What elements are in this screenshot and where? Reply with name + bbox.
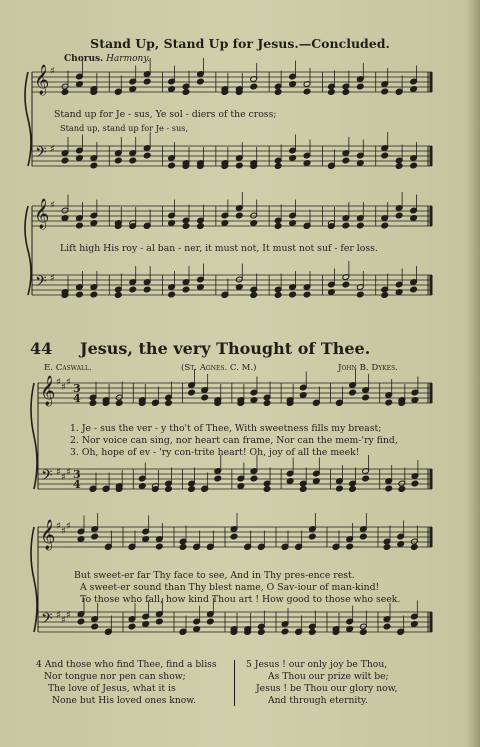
system1-lyric-line: Stand up for Je - sus, Ye sol - diers of the cross; — [54, 109, 277, 120]
note-head — [263, 486, 271, 493]
note-head — [230, 533, 238, 540]
note-head — [207, 544, 215, 551]
key-sharp: ♯ — [61, 382, 66, 393]
note-head — [179, 629, 187, 636]
key-sharp: ♯ — [56, 521, 61, 532]
note-head — [90, 291, 98, 298]
note-head — [332, 544, 340, 551]
note-head — [395, 212, 403, 219]
note-head — [274, 163, 282, 170]
note-head — [156, 543, 164, 550]
note-head — [274, 223, 282, 230]
note-head — [76, 291, 84, 298]
note-head — [221, 292, 229, 299]
verse-5-block — [246, 659, 397, 707]
verse-5-line: As Thou our prize wilt be; — [268, 671, 389, 682]
key-sharp: ♯ — [66, 377, 71, 388]
note-head — [313, 400, 321, 407]
note-head — [309, 533, 317, 540]
note-head — [381, 222, 389, 229]
verse-5-line: 5 Jesus ! our only joy be Thou, — [246, 659, 388, 670]
system3-verse1: 1. Je - sus the ver - y tho't of Thee, With sweetness fills my breast; — [70, 423, 382, 434]
chorus-word: Chorus. — [64, 54, 104, 64]
key-sharp: ♯ — [61, 472, 66, 483]
note-head — [346, 543, 354, 550]
bass-clef: 𝄢 — [41, 610, 53, 631]
key-sharp: ♯ — [66, 610, 71, 621]
note-head — [385, 485, 393, 492]
verse-divider — [234, 660, 235, 706]
note-head — [90, 162, 98, 169]
note-head — [105, 629, 113, 636]
note-head — [114, 89, 122, 96]
verse-5-line: And through eternity. — [268, 695, 368, 706]
note-head — [143, 286, 151, 293]
note-head — [105, 544, 113, 551]
note-head — [398, 486, 406, 493]
system3-verse2: 2. Nor voice can sing, nor heart can frame, Nor can the mem-'ry find, — [70, 435, 398, 446]
note-head — [201, 486, 209, 493]
note-head — [342, 157, 350, 164]
verse-4-line: None but His loved ones know. — [52, 695, 196, 706]
note-head — [114, 157, 122, 164]
note-head — [395, 163, 403, 170]
note-head — [381, 88, 389, 95]
note-head — [397, 629, 405, 636]
note-head — [244, 544, 252, 551]
time-signature-bottom: 4 — [73, 478, 81, 491]
note-head — [89, 400, 97, 407]
note-head — [383, 623, 391, 630]
note-head — [258, 544, 266, 551]
note-head — [410, 162, 418, 169]
bass-clef: 𝄢 — [41, 467, 53, 488]
system-brace — [31, 527, 37, 632]
note-head — [235, 212, 243, 219]
composer-credit: John B. Dykes. — [338, 363, 398, 373]
system4-verse2: A sweet-er sound than Thy blest name, O Sav-iour of man-kind! — [80, 582, 380, 593]
note-head — [156, 618, 164, 625]
note-head — [182, 89, 190, 96]
bass-clef: 𝄢 — [35, 144, 47, 165]
system-brace — [25, 206, 31, 295]
verse-5-line: Jesus ! be Thou our glory now, — [256, 683, 398, 694]
note-head — [89, 486, 97, 493]
key-sharp: ♯ — [50, 200, 55, 211]
tune-name: (St. Agnes. C. M.) — [181, 363, 257, 373]
note-head — [349, 486, 357, 493]
system-brace — [25, 72, 31, 166]
note-head — [258, 629, 266, 636]
treble-clef: 𝄞 — [34, 65, 50, 95]
note-head — [182, 286, 190, 293]
note-head — [129, 157, 137, 164]
system3-verse3: 3. Oh, hope of ev - 'ry con-trite heart! Oh, joy of all the meek! — [70, 447, 360, 458]
key-sharp: ♯ — [61, 526, 66, 537]
note-head — [356, 291, 364, 298]
note-head — [410, 286, 418, 293]
note-head — [342, 281, 350, 288]
note-head — [193, 544, 201, 551]
note-head — [61, 157, 69, 164]
note-head — [129, 286, 137, 293]
note-head — [250, 83, 258, 90]
note-head — [197, 78, 205, 85]
note-head — [381, 292, 389, 299]
note-head — [342, 222, 350, 229]
time-signature-top: 3 — [73, 382, 81, 395]
system4-verse1: But sweet-er far Thy face to see, And in Thy pres-ence rest. — [74, 570, 355, 581]
continued-hymn-title: Stand Up, Stand Up for Jesus.—Concluded. — [90, 36, 390, 51]
time-signature-bottom: 4 — [73, 392, 81, 405]
note-head — [128, 544, 136, 551]
note-head — [362, 394, 370, 401]
chorus-label — [64, 54, 150, 64]
note-head — [411, 544, 419, 551]
note-head — [168, 162, 176, 169]
note-head — [362, 475, 370, 482]
note-head — [385, 399, 393, 406]
note-head — [91, 533, 99, 540]
key-sharp: ♯ — [66, 467, 71, 478]
note-head — [356, 83, 364, 90]
note-head — [289, 291, 297, 298]
note-head — [295, 629, 303, 636]
note-head — [395, 89, 403, 96]
note-head — [303, 223, 311, 230]
verse-4-block — [36, 659, 217, 707]
note-head — [356, 222, 364, 229]
note-head — [250, 475, 258, 482]
key-sharp: ♯ — [50, 144, 55, 155]
note-head — [281, 544, 289, 551]
harmony-note: Harmony. — [106, 54, 151, 64]
note-head — [179, 544, 187, 551]
key-sharp: ♯ — [50, 273, 55, 284]
note-head — [235, 162, 243, 169]
key-sharp: ♯ — [56, 467, 61, 478]
note-head — [182, 223, 190, 230]
note-head — [188, 486, 196, 493]
note-head — [342, 89, 350, 96]
note-head — [328, 163, 336, 170]
note-head — [214, 475, 222, 482]
note-head — [114, 292, 122, 299]
note-head — [188, 389, 196, 396]
note-head — [165, 486, 173, 493]
note-head — [143, 78, 151, 85]
verse-4-line: 4 And those who find Thee, find a bliss — [36, 659, 217, 670]
verse-4-line: The love of Jesus, what it is — [48, 683, 176, 694]
time-signature-top: 3 — [73, 468, 81, 481]
author-credit: E. Caswall. — [44, 363, 92, 373]
note-head — [76, 222, 84, 229]
system1-lyric-line-echo: Stand up, stand up for Je - sus, — [60, 123, 189, 133]
treble-clef: 𝄞 — [40, 520, 56, 550]
note-head — [201, 394, 209, 401]
note-head — [383, 544, 391, 551]
note-head — [143, 152, 151, 159]
note-head — [165, 400, 173, 407]
note-head — [381, 152, 389, 159]
note-head — [128, 623, 136, 630]
note-head — [207, 618, 215, 625]
note-head — [295, 544, 303, 551]
note-head — [309, 629, 317, 636]
note-head — [349, 389, 357, 396]
note-head — [250, 292, 258, 299]
note-head — [281, 628, 289, 635]
note-head — [197, 223, 205, 230]
key-sharp: ♯ — [56, 610, 61, 621]
note-head — [303, 88, 311, 95]
note-head — [102, 486, 110, 493]
note-head — [91, 623, 99, 630]
note-head — [336, 400, 344, 407]
note-head — [274, 89, 282, 96]
note-head — [263, 400, 271, 407]
note-head — [115, 400, 123, 407]
key-sharp: ♯ — [66, 521, 71, 532]
note-head — [152, 400, 160, 407]
key-sharp: ♯ — [56, 377, 61, 388]
bass-clef: 𝄢 — [35, 273, 47, 294]
note-head — [143, 223, 151, 230]
note-head — [328, 89, 336, 96]
note-head — [274, 292, 282, 299]
system2-lyric-line: Lift high His roy - al ban - ner, it must not, It must not suf - fer loss. — [60, 243, 378, 254]
system4-verse3: To those who fall, how kind Thou art ! How good to those who seek. — [80, 594, 401, 605]
verse-4-line: Nor tongue nor pen can show; — [44, 671, 186, 682]
key-sharp: ♯ — [50, 66, 55, 77]
hymn-title: Jesus, the very Thought of Thee. — [80, 339, 371, 358]
note-head — [336, 485, 344, 492]
note-head — [77, 618, 85, 625]
note-head — [303, 291, 311, 298]
note-head — [299, 486, 307, 493]
treble-clef: 𝄞 — [34, 199, 50, 229]
note-head — [360, 533, 368, 540]
system-brace — [31, 383, 37, 489]
hymn-number: 44 — [30, 339, 53, 358]
treble-clef: 𝄞 — [40, 376, 56, 406]
note-head — [360, 629, 368, 636]
note-head — [411, 480, 419, 487]
note-head — [168, 291, 176, 298]
note-head — [61, 89, 69, 96]
key-sharp: ♯ — [61, 615, 66, 626]
